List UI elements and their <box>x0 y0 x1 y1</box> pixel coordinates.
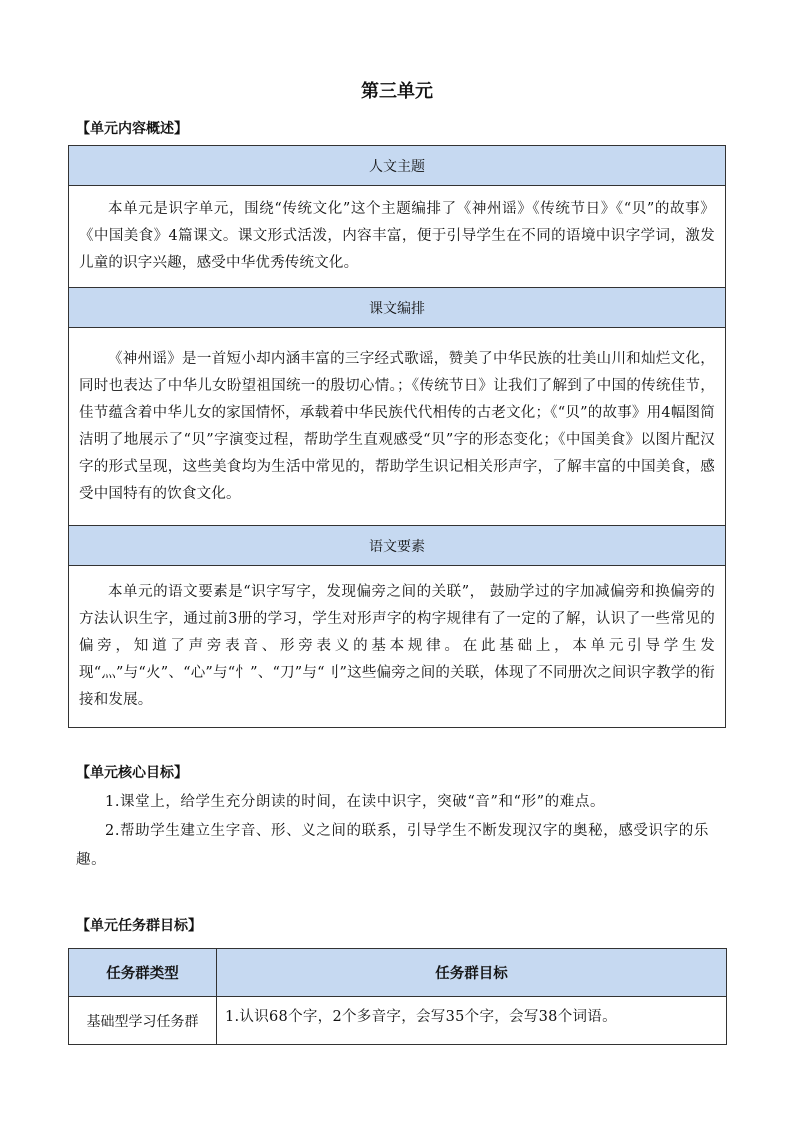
humanities-theme-header: 人文主题 <box>69 146 726 186</box>
humanities-theme-paragraph: 本单元是识字单元，围绕“传统文化”这个主题编排了《神州谣》《传统节日》《“贝”的故事》《中国美食》4篇课文。课文形式活泼，内容丰富，便于引导学生在不同的语境中识字学词，激发儿童的识字兴趣，感受中华优秀传统文化。 <box>79 201 715 271</box>
language-elements-header: 语文要素 <box>69 526 726 566</box>
humanities-theme-text <box>69 186 726 288</box>
table-row <box>69 997 727 1045</box>
task-goals-table <box>68 948 727 1045</box>
overview-heading: 【单元内容概述】 <box>76 121 188 137</box>
task-type-column-header: 任务群类型 <box>69 949 217 997</box>
lesson-arrangement-text <box>69 328 726 526</box>
overview-table <box>68 145 726 728</box>
task-goals-heading: 【单元任务群目标】 <box>76 918 202 934</box>
core-goals-list <box>76 788 726 875</box>
core-goal-item: 2.帮助学生建立生字音、形、义之间的联系，引导学生不断发现汉字的奥秘，感受识字的乐趣。 <box>76 823 709 868</box>
task-type-cell: 基础型学习任务群 <box>69 997 217 1045</box>
lesson-arrangement-header: 课文编排 <box>69 288 726 328</box>
core-goals-heading: 【单元核心目标】 <box>76 765 188 781</box>
task-goal-cell: 1.认识68个字，2个多音字，会写35个字，会写38个词语。 <box>217 997 727 1045</box>
language-elements-paragraph: 本单元的语文要素是“识字写字，发现偏旁之间的关联”， 鼓励学过的字加减偏旁和换偏旁的方法认识生字，通过前3册的学习，学生对形声字的构字规律有了一定的了解，认识了一些常见的偏旁，知道了声旁表音、形旁表义的基本规律。在此基础上，本单元引导学生发现“灬”与“火”、“心”与“忄”、“刀”与“刂”这些偏旁之间的关联，体现了不同册次之间识字教学的衔接和发展。 <box>79 584 715 708</box>
lesson-arrangement-paragraph: 《神州谣》是一首短小却内涵丰富的三字经式歌谣，赞美了中华民族的壮美山川和灿烂文化，同时也表达了中华儿女盼望祖国统一的殷切心情。；《传统节日》让我们了解到了中国的传统佳节，佳节蕴含着中华儿女的家国情怀，承载着中华民族代代相传的古老文化；《“贝”的故事》用4幅图简洁明了地展示了“贝”字演变过程，帮助学生直观感受“贝”字的形态变化；《中国美食》以图片配汉字的形式呈现，这些美食均为生活中常见的，帮助学生识记相关形声字，了解丰富的中国美食，感受中国特有的饮食文化。 <box>79 350 715 502</box>
task-goal-column-header: 任务群目标 <box>217 949 727 997</box>
core-goal-item: 1.课堂上，给学生充分朗读的时间，在读中识字，突破“音”和“形”的难点。 <box>105 794 606 810</box>
page-title: 第三单元 <box>361 81 433 102</box>
language-elements-text <box>69 566 726 728</box>
